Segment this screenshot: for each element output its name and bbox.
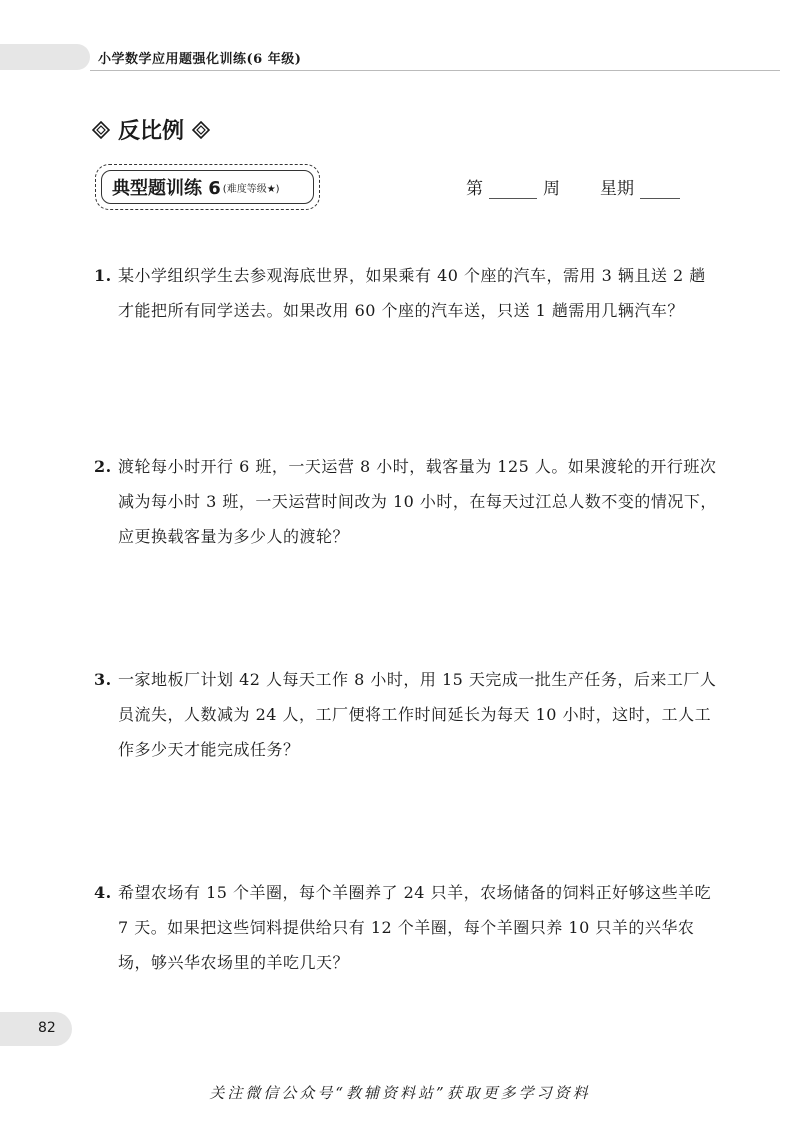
diamond-icon [92, 121, 110, 139]
diamond-icon [192, 121, 210, 139]
question-4 [94, 875, 718, 980]
training-label-box [95, 164, 320, 210]
question-1 [94, 258, 718, 328]
header-divider [90, 70, 780, 71]
question-number: 3. [94, 670, 112, 689]
section-title [92, 114, 210, 145]
schedule-fields [466, 174, 686, 199]
question-number: 2. [94, 457, 112, 476]
week-blank[interactable] [489, 180, 537, 199]
question-2 [94, 449, 718, 554]
difficulty-level: (难度等级★) [222, 183, 280, 195]
question-number: 1. [94, 266, 112, 285]
footer-note: 关注微信公众号“教辅资料站”获取更多学习资料 [209, 1084, 591, 1102]
question-text: 希望农场有 15 个羊圈，每个羊圈养了 24 只羊，农场储备的饲料正好够这些羊吃 7 天。如果把这些饲料提供给只有 12 个羊圈，每个羊圈只养 10 只羊的兴华农场，够兴华农场里的羊吃几天？ [118, 883, 712, 972]
question-text: 一家地板厂计划 42 人每天工作 8 小时，用 15 天完成一批生产任务，后来工厂人员流失，人数减为 24 人，工厂便将工作时间延长为每天 10 小时，这时，工人工作多少天才能完成任务？ [118, 670, 717, 759]
week-prefix: 第 [466, 179, 483, 199]
header-tab [0, 44, 90, 70]
question-text: 渡轮每小时开行 6 班，一天运营 8 小时，载客量为 125 人。如果渡轮的开行班次减为每小时 3 班，一天运营时间改为 10 小时，在每天过江总人数不变的情况下，应更换载客量为多少人的渡轮？ [118, 457, 717, 546]
question-3 [94, 662, 718, 767]
weekday-blank[interactable] [640, 180, 680, 199]
page-number: 82 [38, 1020, 56, 1036]
section-title-text: 反比例 [118, 119, 185, 144]
week-suffix: 周 [543, 179, 560, 199]
question-number: 4. [94, 883, 112, 902]
book-title: 小学数学应用题强化训练(6 年级) [98, 52, 302, 67]
page-number-tab [0, 1012, 72, 1046]
training-label-inner [101, 170, 314, 204]
question-text: 某小学组织学生去参观海底世界，如果乘有 40 个座的汽车，需用 3 辆且送 2 趟才能把所有同学送去。如果改用 60 个座的汽车送，只送 1 趟需用几辆汽车？ [118, 266, 706, 320]
training-label: 典型题训练 6 [112, 178, 221, 199]
weekday-label: 星期 [600, 179, 634, 199]
